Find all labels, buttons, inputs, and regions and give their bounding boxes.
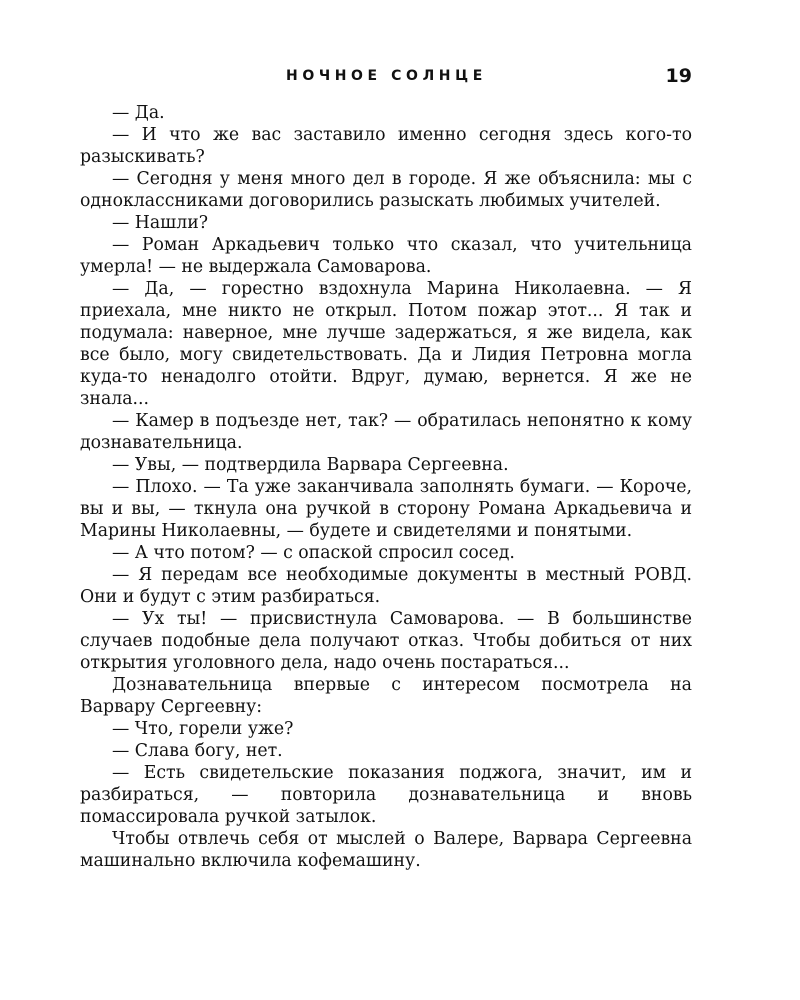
body-text (80, 102, 692, 872)
paragraph: Чтобы отвлечь себя от мыслей о Валере, Варвара Сергеевна машинально включила кофемашину. (80, 829, 692, 871)
running-title: НОЧНОЕ СОЛНЦЕ (286, 68, 487, 84)
paragraph: — Камер в подъезде нет, так? — обратилась непонятно к кому дознавательница. (80, 411, 692, 453)
paragraph: — И что же вас заставило именно сегодня здесь кого-то разыскивать? (80, 125, 692, 167)
paragraph: — Да. (112, 103, 165, 123)
paragraph: — Да, — горестно вздохнула Марина Николаевна. — Я приехала, мне никто не открыл. Потом пожар этот... Я так и подумала: наверное, мне лучше задержаться, я же видела, как все было, могу свидетельствовать. Да и Лидия Петровна могла куда-то ненадолго отойти. Вдруг, думаю, вернется. Я же не знала... (80, 279, 692, 409)
paragraph: — Увы, — подтвердила Варвара Сергеевна. (112, 455, 509, 475)
paragraph: — А что потом? — с опаской спросил сосед. (112, 543, 515, 563)
paragraph: — Я передам все необходимые документы в местный РОВД. Они и будут с этим разбираться. (80, 565, 692, 607)
paragraph: Дознавательница впервые с интересом посмотрела на Варвару Сергеевну: (80, 675, 692, 717)
paragraph: — Роман Аркадьевич только что сказал, что учительница умерла! — не выдержала Самоварова. (80, 235, 692, 277)
running-head (80, 64, 692, 92)
paragraph: — Сегодня у меня много дел в городе. Я же объяснила: мы с одноклассниками договорились разыскать любимых учителей. (80, 169, 692, 211)
book-page (80, 64, 692, 872)
page-number: 19 (665, 65, 692, 87)
paragraph: — Есть свидетельские показания поджога, значит, им и разбираться, — повторила дознавательница и вновь помассировала ручкой затылок. (80, 763, 692, 827)
paragraph: — Слава богу, нет. (112, 741, 283, 761)
paragraph: — Что, горели уже? (112, 719, 294, 739)
paragraph: — Ух ты! — присвистнула Самоварова. — В большинстве случаев подобные дела получают отказ. Чтобы добиться от них открытия уголовного дела, надо очень постараться... (80, 609, 692, 673)
paragraph: — Плохо. — Та уже заканчивала заполнять бумаги. — Короче, вы и вы, — ткнула она ручкой в сторону Романа Аркадьевича и Марины Николаевны, — будете и свидетелями и понятыми. (80, 477, 692, 541)
paragraph: — Нашли? (112, 213, 208, 233)
